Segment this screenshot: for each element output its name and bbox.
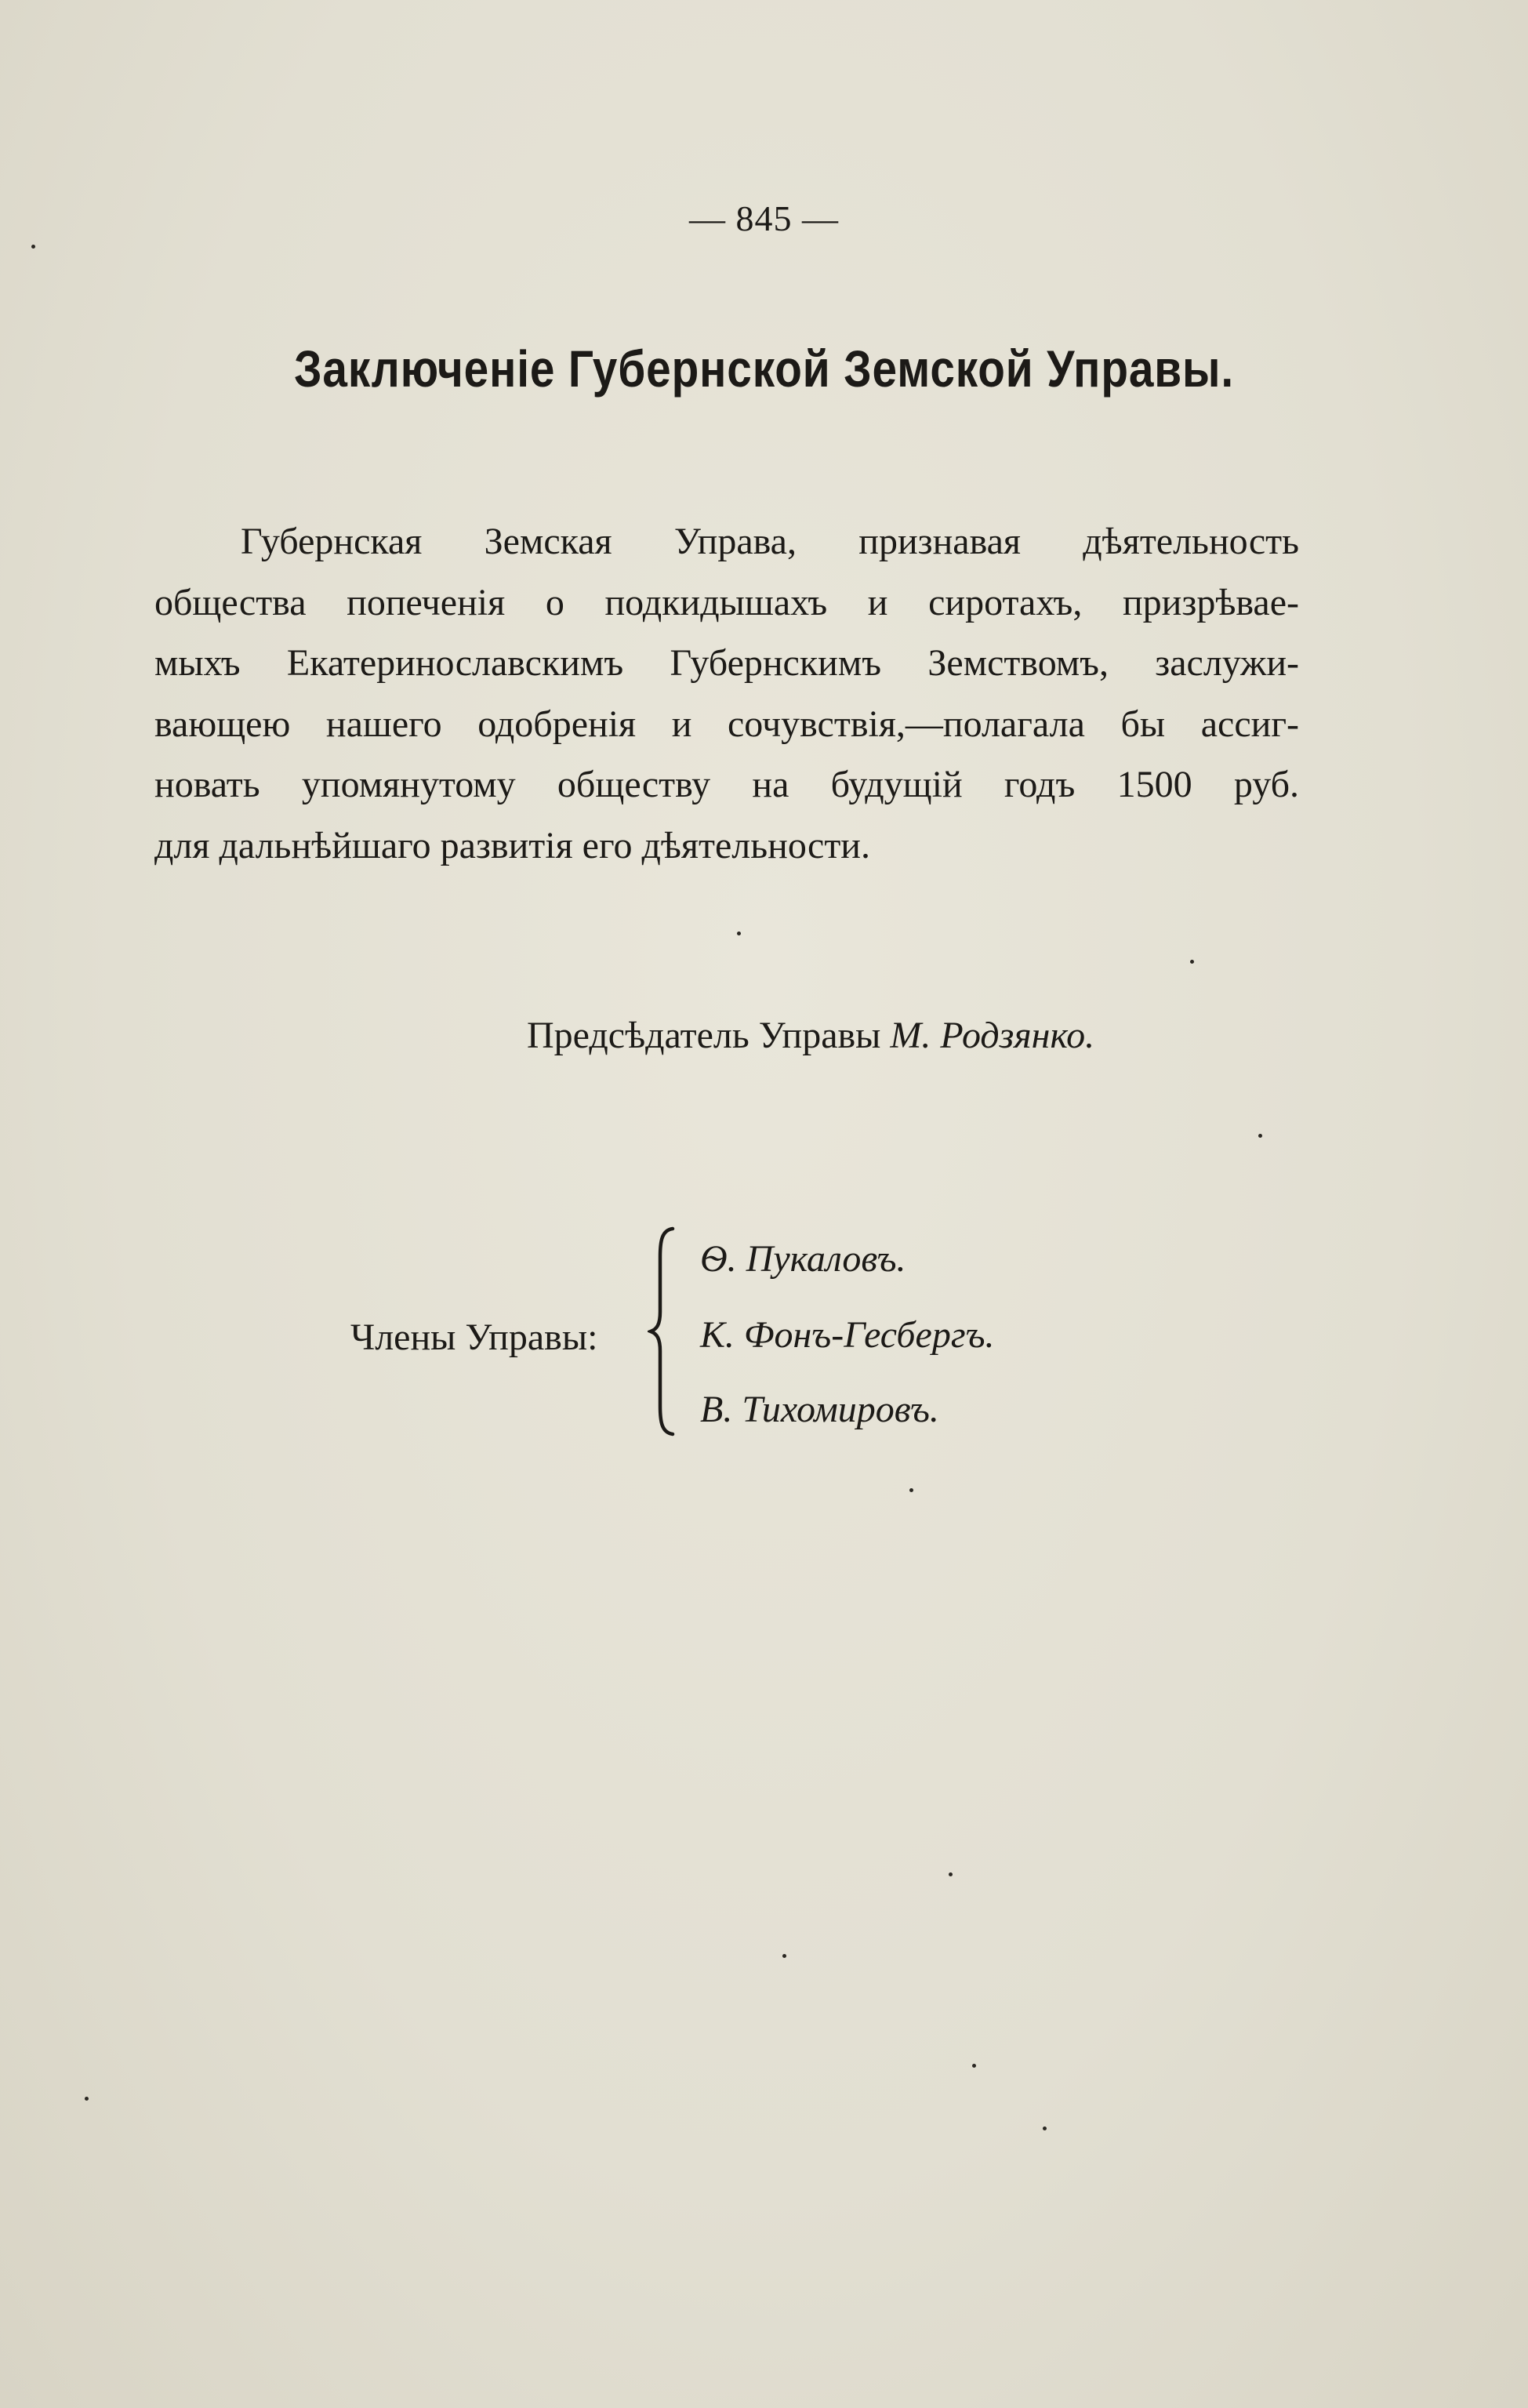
chairman-title: Предсѣдатель Управы	[527, 1015, 881, 1056]
page-number: — 845 —	[689, 198, 839, 238]
paper-speck	[737, 932, 741, 935]
paper-speck	[1258, 1134, 1262, 1138]
paragraph-line: мыхъ Екатеринославскимъ Губернскимъ Земствомъ, заслужи-	[154, 642, 1299, 684]
member-name: К. Фонъ-Гесбергъ.	[700, 1314, 995, 1356]
paper-speck	[782, 1954, 786, 1958]
member-name: Ѳ. Пукаловъ.	[700, 1238, 906, 1280]
paragraph-line: для дальнѣйшаго развитія его дѣятельности.	[154, 824, 870, 866]
paragraph-line: вающею нашего одобренія и сочувствія,—полагала бы ассиг-	[154, 703, 1299, 745]
member-name: В. Тихомировъ.	[700, 1389, 939, 1430]
paper-speck	[85, 2097, 89, 2101]
paper-speck	[31, 245, 35, 249]
paper-speck	[972, 2064, 976, 2068]
paper-speck	[909, 1488, 913, 1492]
paragraph-line: Губернская Земская Управа, признавая дѣятельность	[241, 521, 1299, 562]
curly-brace-icon	[648, 1226, 679, 1437]
chairman-signature: М. Родзянко.	[890, 1015, 1095, 1056]
paper-speck	[1043, 2127, 1047, 2130]
body-paragraph	[154, 511, 1299, 876]
paper-speck	[949, 1872, 953, 1876]
paragraph-line: новать упомянутому обществу на будущій годъ 1500 руб.	[154, 764, 1299, 805]
members-label: Члены Управы:	[350, 1317, 598, 1358]
paragraph-line: общества попеченія о подкидышахъ и сиротахъ, призрѣвае-	[154, 581, 1299, 623]
chairman-signature-line	[527, 1014, 1094, 1057]
paper-speck	[1190, 960, 1194, 964]
section-heading: Заключеніе Губернской Земской Управы.	[293, 340, 1235, 398]
